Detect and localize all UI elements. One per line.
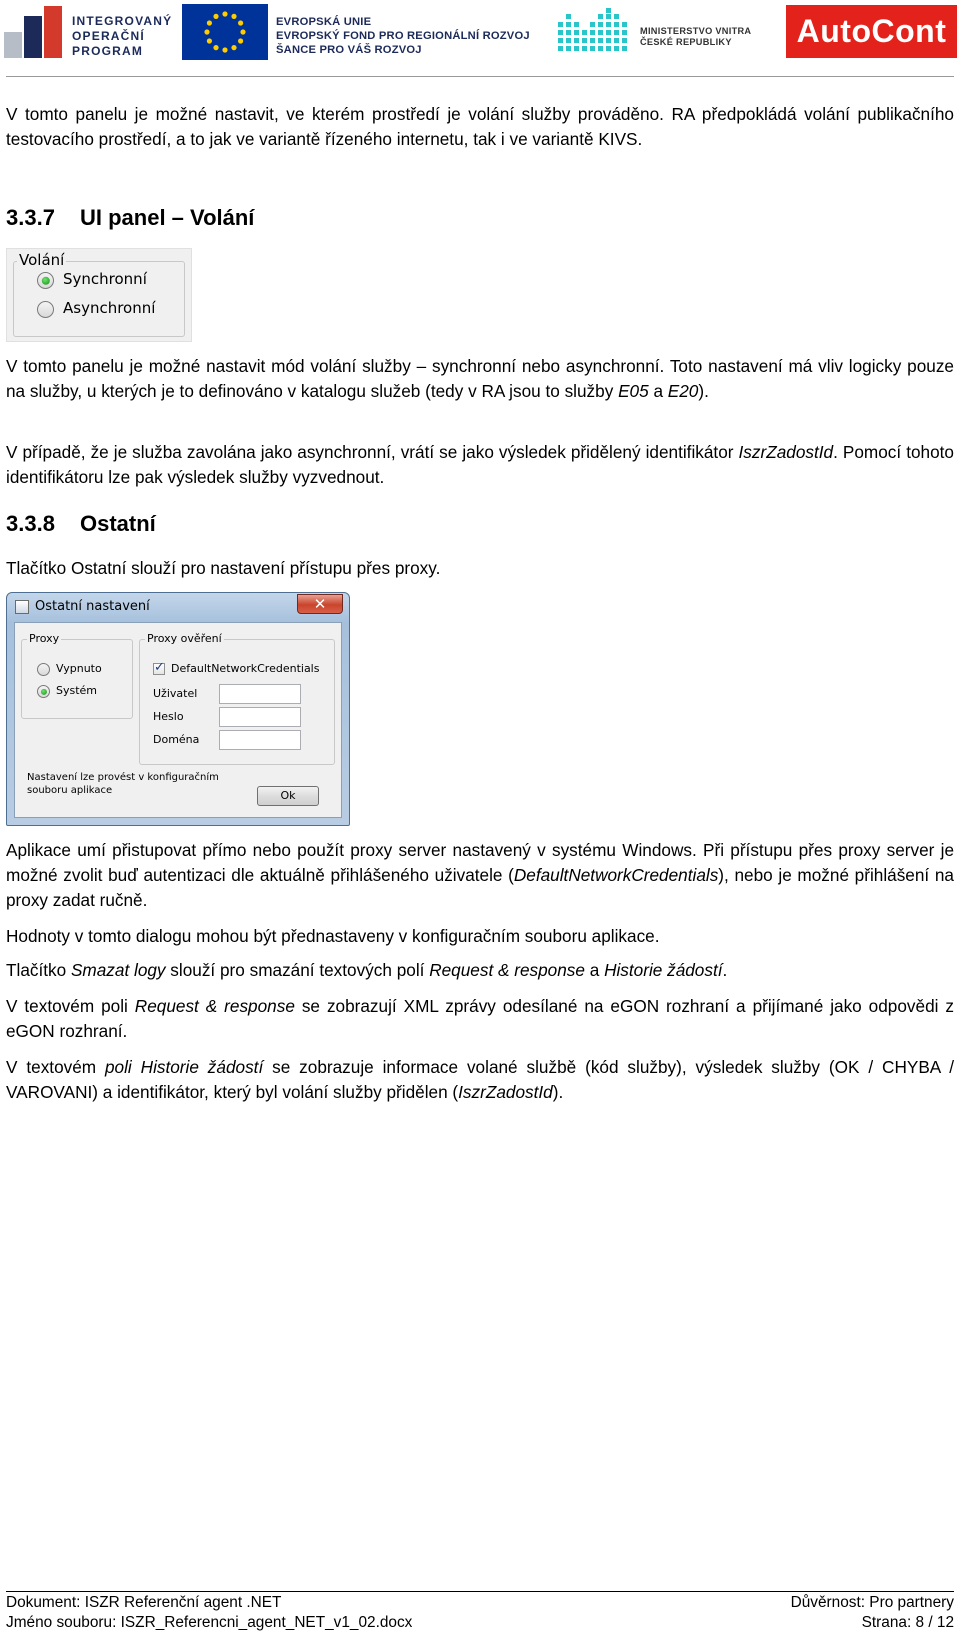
paragraph-clear-logs: Tlačítko Smazat logy slouží pro smazání textových polí Request & response a Historie žádostí. xyxy=(6,960,728,980)
ok-button[interactable]: Ok xyxy=(257,786,319,806)
proxy-system-label: Systém xyxy=(56,684,98,697)
paragraph-history: V textovém poli Historie žádostí se zobrazuje informace volané službě (kód služby), výsledek služby (OK / CHYBA / VAROVANI) a identifikátor, který byl volání služby přidělen (IszrZadostId). xyxy=(6,1057,954,1102)
heading-ui-panel-volani xyxy=(6,204,254,232)
user-input[interactable] xyxy=(219,684,301,704)
proxy-vypnuto-label: Vypnuto xyxy=(56,662,102,675)
request-response-term: Request & response xyxy=(134,996,295,1016)
close-icon[interactable]: ✕ xyxy=(297,594,343,614)
password-input[interactable] xyxy=(219,707,301,727)
user-label: Uživatel xyxy=(153,687,198,700)
footer-confidentiality: Důvěrnost: Pro partnery xyxy=(790,1594,954,1611)
paragraph-config-defaults: Hodnoty v tomto dialogu mohou být přednastaveny v konfiguračním souboru aplikace. xyxy=(6,926,660,946)
synchronni-radio[interactable] xyxy=(37,272,54,289)
volani-panel-screenshot xyxy=(6,248,192,342)
heading-ostatni xyxy=(6,510,156,538)
identifier-term: IszrZadostId xyxy=(458,1082,553,1102)
ministry-logo-text: MINISTERSTVO VNITRA ČESKÉ REPUBLIKY xyxy=(640,26,752,47)
paragraph-environment: V tomto panelu je možné nastavit, ve kterém prostředí je volání služby prováděno. RA předpokládá volání publikačního testovacího prostředí, a to jak ve variantě řízeného internetu, tak i ve variantě KIVS. xyxy=(6,104,954,149)
ostatni-nastaveni-dialog-screenshot xyxy=(6,592,350,826)
iop-logo-text: INTEGROVANÝ OPERAČNÍ PROGRAM xyxy=(72,14,173,58)
window-icon xyxy=(15,600,29,614)
config-note: Nastavení lze provést v konfiguračním souboru aplikace xyxy=(27,772,219,796)
footer-filename: Jméno souboru: ISZR_Referencni_agent_NET_v1_02.docx xyxy=(6,1614,413,1631)
autocont-logo: AutoCont xyxy=(786,5,957,58)
default-credentials-checkbox[interactable] xyxy=(153,663,165,675)
footer-page-number: Strana: 8 / 12 xyxy=(861,1614,954,1631)
asynchronni-radio[interactable] xyxy=(37,301,54,318)
ministry-logo-icon xyxy=(558,8,628,58)
synchronni-label: Synchronní xyxy=(63,270,147,288)
identifier-term: IszrZadostId xyxy=(738,442,834,462)
historie-zadosti-term: poli Historie žádostí xyxy=(105,1057,264,1077)
request-response-term: Request & response xyxy=(429,960,585,980)
service-code-e20: E20 xyxy=(667,381,699,401)
paragraph-call-mode: V tomto panelu je možné nastavit mód volání služby – synchronní nebo asynchronní. Toto nastavení má vliv logicky pouze na služby, u kterých je to definováno v katalogu služeb (tedy v RA jsou to služby E05 a E20). xyxy=(6,356,954,401)
eu-flag-icon xyxy=(182,4,268,60)
dialog-title: Ostatní nastavení xyxy=(35,599,150,614)
footer-divider xyxy=(6,1591,954,1592)
footer-document: Dokument: ISZR Referenční agent .NET xyxy=(6,1594,282,1611)
paragraph-request-response: V textovém poli Request & response se zobrazují XML zprávy odesílané na eGON rozhraní a přijímané jako odpovědi z eGON rozhraní. xyxy=(6,996,954,1041)
page-header xyxy=(0,0,960,78)
iop-logo-icon xyxy=(4,6,64,58)
proxy-system-radio[interactable] xyxy=(37,685,50,698)
service-code-e05: E05 xyxy=(618,381,649,401)
domain-label: Doména xyxy=(153,733,200,746)
historie-zadosti-term: Historie žádostí xyxy=(604,960,723,980)
header-divider xyxy=(6,76,954,77)
eu-logo-text: EVROPSKÁ UNIE EVROPSKÝ FOND PRO REGIONÁLNÍ ROZVOJ ŠANCE PRO VÁŠ ROZVOJ xyxy=(276,16,530,56)
volani-group-legend: Volání xyxy=(19,251,65,269)
proxy-auth-group-legend: Proxy ověření xyxy=(147,632,222,645)
proxy-group-legend: Proxy xyxy=(29,632,60,645)
heading-title: Ostatní xyxy=(80,511,156,536)
domain-input[interactable] xyxy=(219,730,301,750)
dialog-client-area xyxy=(14,622,342,818)
default-credentials-label: DefaultNetworkCredentials xyxy=(171,662,320,675)
proxy-group-frame xyxy=(21,639,133,719)
heading-title: UI panel – Volání xyxy=(80,205,255,230)
password-label: Heslo xyxy=(153,710,184,723)
paragraph-ostatni-button: Tlačítko Ostatní slouží pro nastavení přístupu přes proxy. xyxy=(6,558,441,578)
smazat-logy-term: Smazat logy xyxy=(70,960,166,980)
paragraph-async: V případě, že je služba zavolána jako asynchronní, vrátí se jako výsledek přidělený identifikátor IszrZadostId. Pomocí tohoto identifikátoru lze pak výsledek služby vyzvednout. xyxy=(6,442,954,487)
credentials-term: DefaultNetworkCredentials xyxy=(513,865,719,885)
asynchronni-label: Asynchronní xyxy=(63,299,156,317)
heading-number: 3.3.7 xyxy=(6,205,55,230)
proxy-vypnuto-radio[interactable] xyxy=(37,663,50,676)
paragraph-proxy-access: Aplikace umí přistupovat přímo nebo použít proxy server nastavený v systému Windows. Při přístupu přes proxy server je možné zvolit buď autentizaci dle aktuálně přihlášeného uživatele (DefaultNetworkCredentials), nebo je možné přihlášení na proxy zadat ručně. xyxy=(6,840,954,910)
heading-number: 3.3.8 xyxy=(6,511,55,536)
